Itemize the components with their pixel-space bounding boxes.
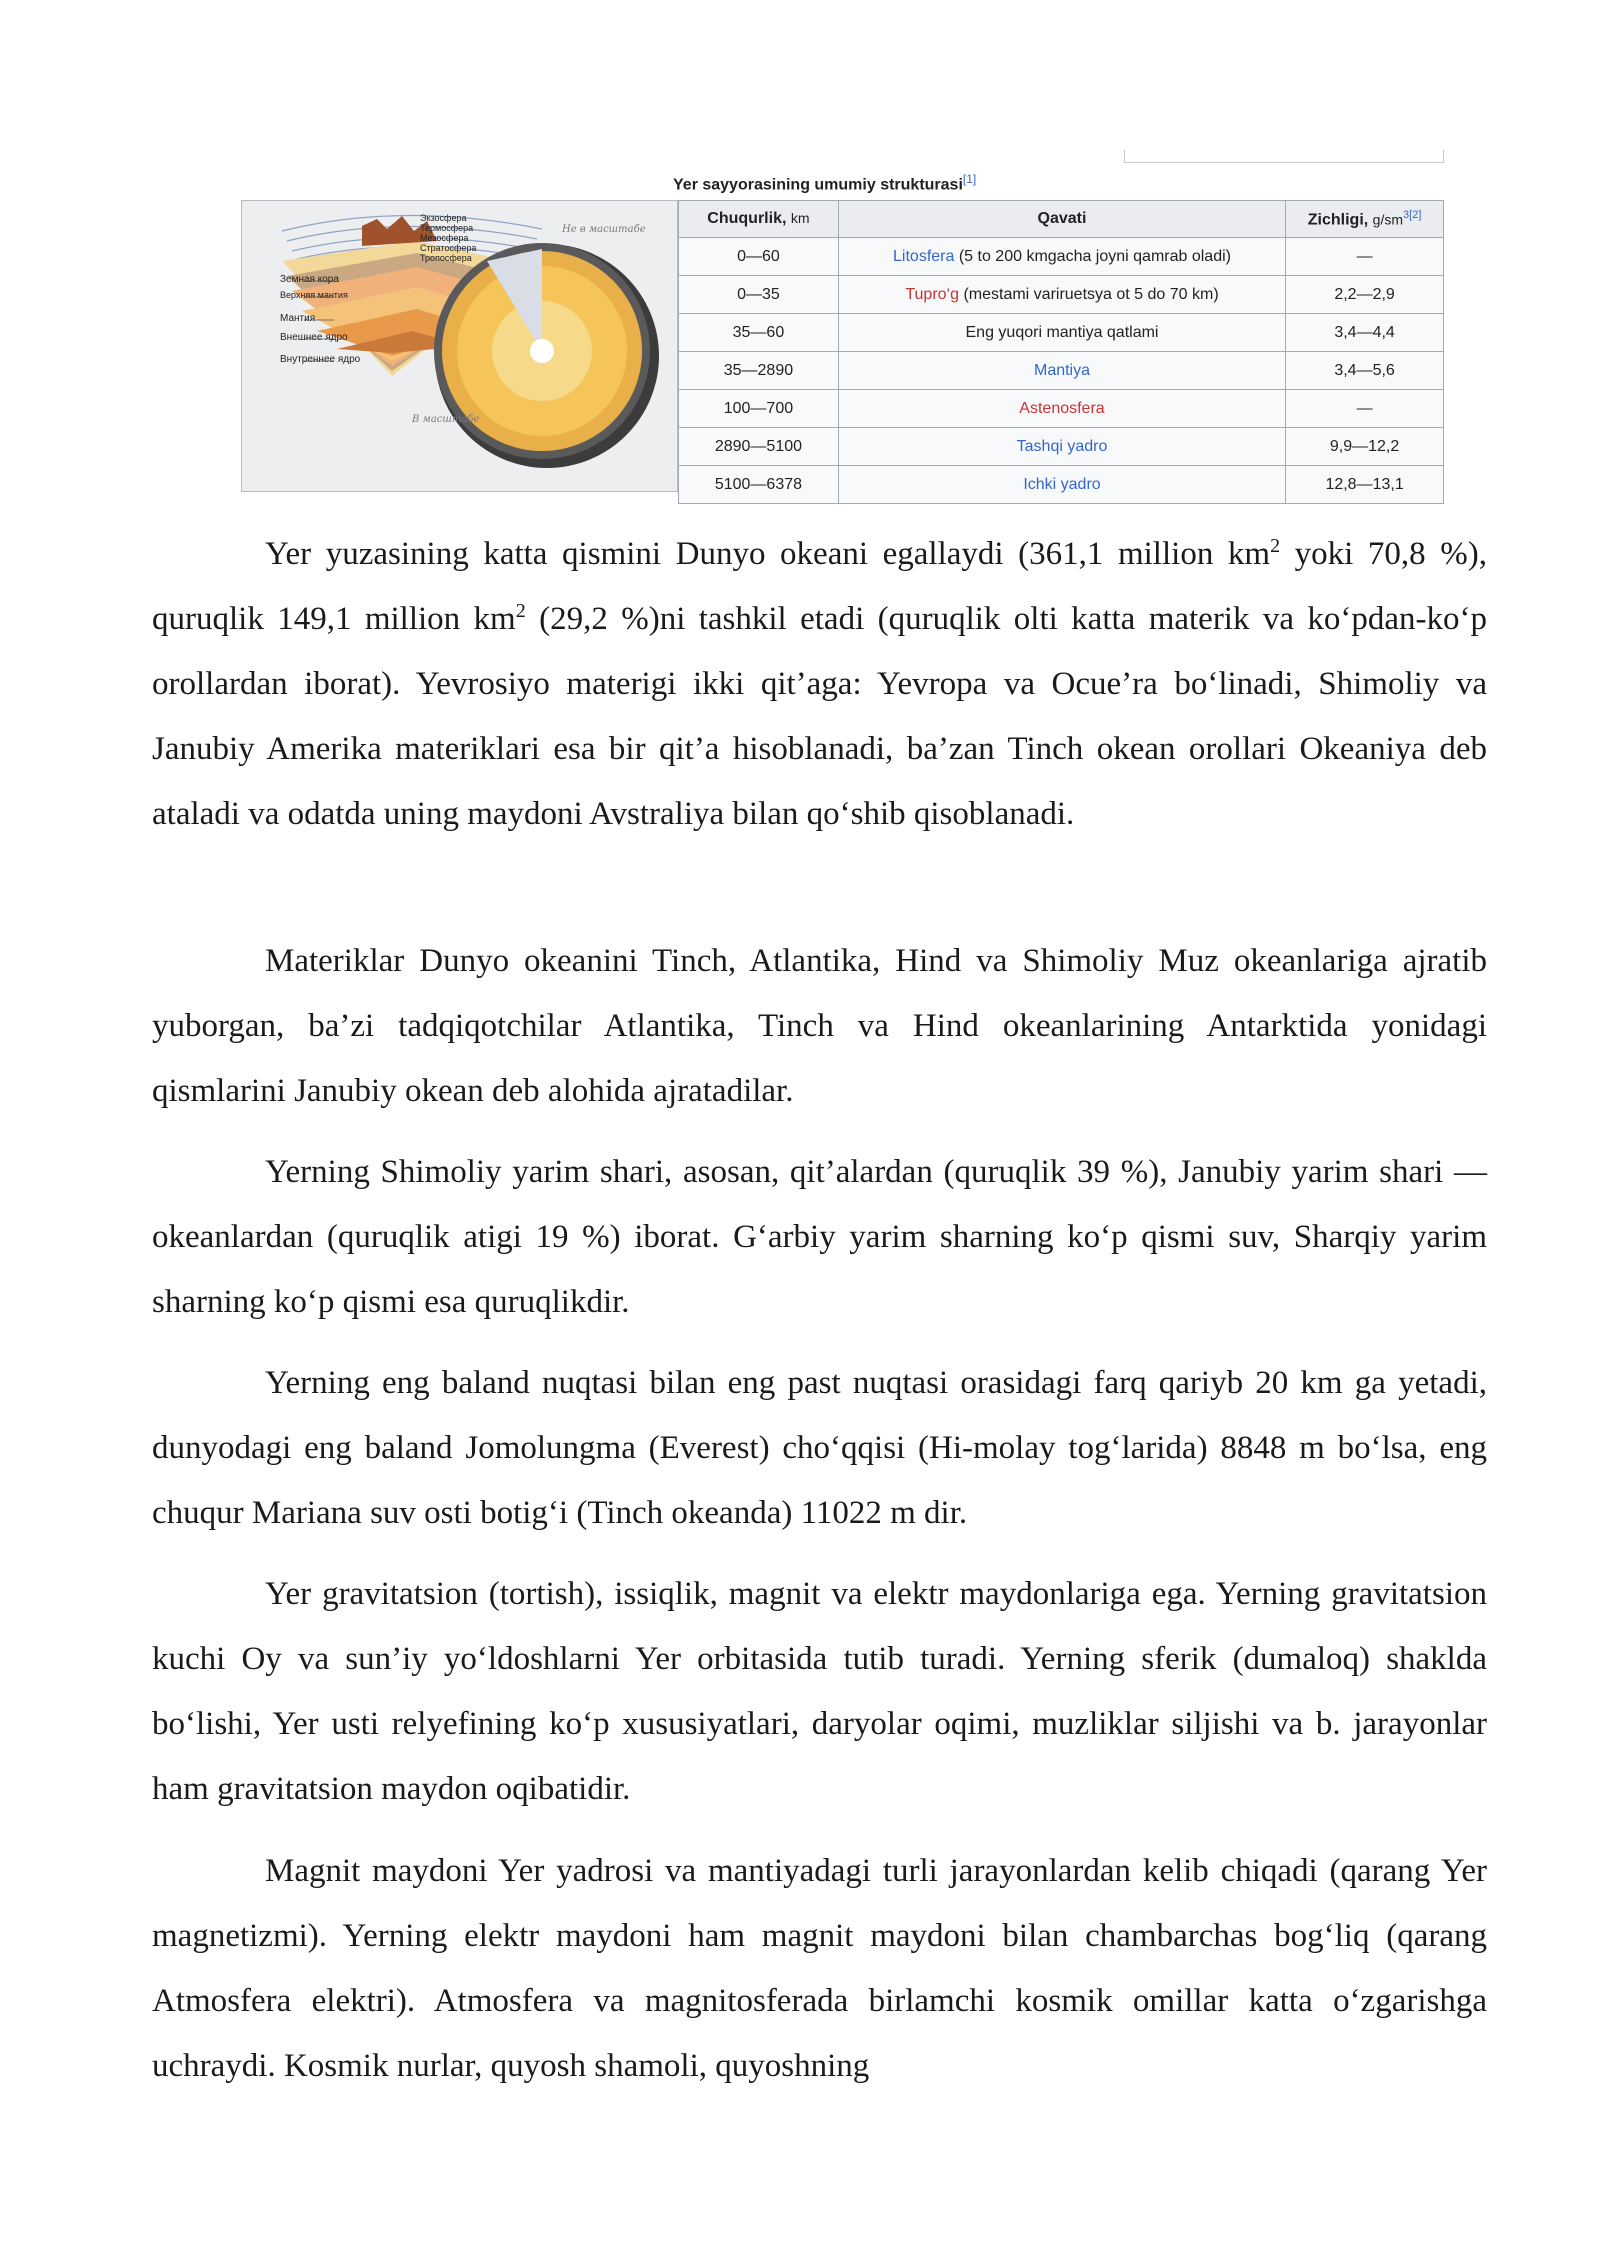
depth-cell: 2890—5100	[679, 428, 839, 466]
atmosphere-labels: Экзосфера Термосфера Мезосфера Стратосфера Тропосфера	[420, 213, 477, 263]
layer-link[interactable]: Litosfera	[893, 247, 955, 265]
density-cell: 12,8—13,1	[1286, 466, 1444, 504]
density-cell: 9,9—12,2	[1286, 428, 1444, 466]
table-row	[679, 314, 1444, 352]
layer-link[interactable]: Mantiya	[1033, 361, 1091, 379]
density-reference-link[interactable]: [2]	[1409, 208, 1422, 221]
figure-caption	[673, 172, 976, 194]
paragraph-3: Yerning Shimoliy yarim shari, asosan, qit’alardan (quruqlik 39 %), Janubiy yarim shari — okeanlardan (quruqlik atigi 19 %) iborat. G‘arbiy yarim sharning ko‘p qismi suv, Sharqiy yarim sharning ko‘p qismi esa quruqlikdir.	[152, 1154, 1487, 1320]
density-cell: 2,2—2,9	[1286, 276, 1444, 314]
paragraph-4: Yerning eng baland nuqtasi bilan eng past nuqtasi orasidagi farq qariyb 20 km ga yetadi, dunyodagi eng baland Jomolungma (Everest) cho‘qqisi (Hi-molay tog‘larida) 8848 m bo‘lsa, eng chuqur Mariana suv osti botig‘i (Tinch okeanda) 11022 m dir.	[152, 1365, 1487, 1531]
table-row	[679, 276, 1444, 314]
density-cell: —	[1286, 238, 1444, 276]
table-row	[679, 238, 1444, 276]
table-header-row	[679, 201, 1444, 238]
depth-cell: 0—35	[679, 276, 839, 314]
page-top-rule	[1124, 150, 1444, 163]
density-cell: 3,4—5,6	[1286, 352, 1444, 390]
table-row	[679, 352, 1444, 390]
figure-caption-text: Yer sayyorasining umumiy strukturasi	[673, 176, 963, 194]
crust-label: Земная кора	[280, 274, 339, 285]
depth-cell: 5100—6378	[679, 466, 839, 504]
paragraph-2: Materiklar Dunyo okeanini Tinch, Atlantika, Hind va Shimoliy Muz okeanlariga ajratib yuborgan, ba’zi tadqiqotchilar Atlantika, Tinch va Hind okeanlarining Antarktida yonidagi qismlarini Janubiy okean deb alohida ajratadilar.	[152, 943, 1487, 1109]
earth-structure-diagram	[241, 200, 678, 492]
to-scale-label: В масштабе	[412, 414, 480, 425]
layer-column-header: Qavati	[838, 201, 1285, 238]
depth-column-header: Chuqurlik, km	[679, 201, 839, 238]
layer-cell: Litosfera (5 to 200 kmgacha joyni qamrab oladi)	[838, 238, 1285, 276]
table-row	[679, 466, 1444, 504]
earth-layers-table	[678, 200, 1444, 504]
layer-cell	[838, 352, 1285, 390]
layer-cell	[838, 390, 1285, 428]
paragraph-6: Magnit maydoni Yer yadrosi va mantiyadagi turli jarayonlardan kelib chiqadi (qarang Yer magnetizmi). Yerning elektr maydoni ham magnit maydoni bilan chambarchas bog‘liq (qarang Atmosfera elektri). Atmosfera va magnitosferada birlamchi kosmik omillar katta o‘zgarishga uchraydi. Kosmik nurlar, quyosh shamoli, quyoshning	[152, 1853, 1487, 2084]
density-cell: —	[1286, 390, 1444, 428]
table-row	[679, 390, 1444, 428]
caption-reference-link[interactable]: [1]	[962, 172, 977, 186]
not-to-scale-label: Не в масштабе	[562, 224, 646, 235]
paragraph-1: Yer yuzasining katta qismini Dunyo okeani egallaydi (361,1 million $km^2$ yoki 70,8 %), quruqlik 149,1 million $km^2$ (29,2 %)ni tashkil etadi (quruqlik olti katta materik va ko‘pdan-ko‘p orollardan iborat). Yevrosiyo materigi ikki qit’aga: Yevropa va Ocue’ra bo‘linadi, Shimoliy va Janubiy Amerika materiklari esa bir qit’a hisoblanadi, ba’zan Tinch okean orollari Okeaniya deb ataladi va odatda uning maydoni Avstraliya bilan qo‘shib qisoblanadi.	[152, 535, 1487, 832]
outer-core-label: Внешнее ядро	[280, 332, 348, 343]
layer-link[interactable]: Tupro‘g	[905, 285, 959, 303]
paragraph-5: Yer gravitatsion (tortish), issiqlik, magnit va elektr maydonlariga ega. Yerning gravitatsion kuchi Oy va sun’iy yo‘ldoshlarni Yer orbitasida tutib turadi. Yerning sferik (dumaloq) shaklda bo‘lishi, Yer usti relyefining ko‘p xususiyatlari, daryolar oqimi, muzliklar siljishi va b. jarayonlar ham gravitatsion maydon oqibatidir.	[152, 1576, 1487, 1807]
layer-cell	[838, 466, 1285, 504]
layer-cell	[838, 428, 1285, 466]
layer-link[interactable]: Astenosfera	[1019, 399, 1105, 417]
density-column-header: Zichligi, $g/sm^{3[2]}$	[1286, 201, 1444, 238]
layer-link[interactable]: Tashqi yadro	[1016, 437, 1108, 455]
layer-cell: Eng yuqori mantiya qatlami	[838, 314, 1285, 352]
depth-cell: 0—60	[679, 238, 839, 276]
layer-cell: Tupro‘g (mestami variruetsya ot 5 do 70 km)	[838, 276, 1285, 314]
layer-link[interactable]: Ichki yadro	[1023, 475, 1101, 493]
depth-cell: 100—700	[679, 390, 839, 428]
depth-cell: 35—2890	[679, 352, 839, 390]
inner-core-label: Внутреннее ядро	[280, 354, 361, 365]
mantle-label: Мантия	[280, 313, 316, 324]
density-cell: 3,4—4,4	[1286, 314, 1444, 352]
upper-mantle-label: Верхняя мантия	[280, 290, 348, 300]
depth-cell: 35—60	[679, 314, 839, 352]
table-row	[679, 428, 1444, 466]
